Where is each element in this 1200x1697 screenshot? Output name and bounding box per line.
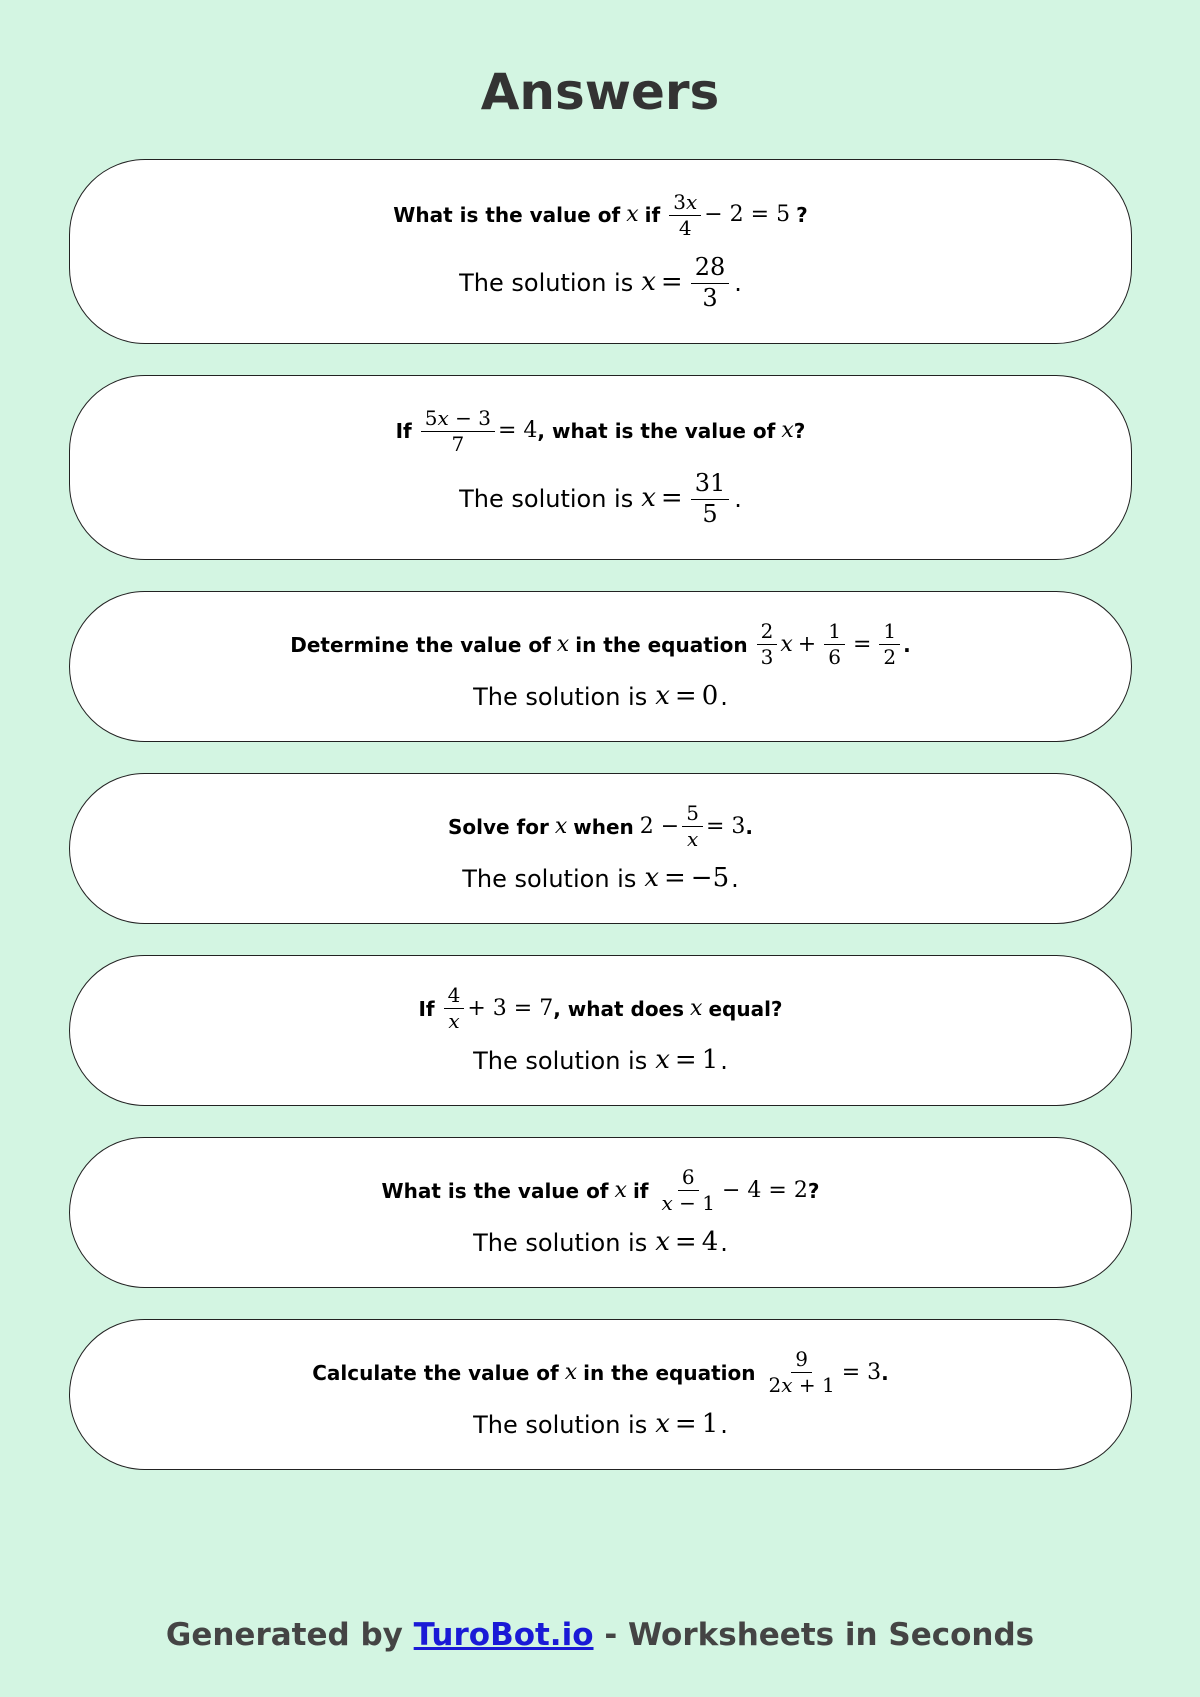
question-text-part: in the equation bbox=[583, 1360, 756, 1385]
question-text bbox=[393, 191, 807, 240]
answer-prefix: The solution is bbox=[473, 1410, 648, 1439]
denominator: 3 bbox=[760, 645, 774, 670]
fraction bbox=[421, 407, 495, 456]
denominator: x bbox=[686, 827, 699, 852]
answer-card bbox=[69, 773, 1132, 924]
denominator: x bbox=[448, 1009, 460, 1034]
math-variable: x bbox=[614, 1177, 627, 1203]
denominator: 7 bbox=[451, 431, 465, 456]
answer-card bbox=[69, 375, 1132, 560]
equation-rest: − 4 = 2 bbox=[721, 1177, 808, 1203]
question-text-part: ? bbox=[796, 203, 808, 228]
math-variable: x bbox=[690, 995, 703, 1021]
question-text-part: Determine the value of bbox=[290, 632, 551, 657]
answer-card bbox=[69, 1319, 1132, 1470]
answer-text: The solution is x = −5 . bbox=[462, 863, 739, 894]
answer-value: 1 bbox=[701, 1409, 719, 1440]
equation-rest: = 3 bbox=[705, 813, 746, 839]
fraction bbox=[691, 470, 730, 528]
answer-equation: x = 4 bbox=[655, 1227, 719, 1258]
question-text-part: in the equation bbox=[575, 632, 748, 657]
question-equation bbox=[762, 1348, 882, 1397]
fraction bbox=[757, 620, 778, 669]
answer-text: The solution is x = 1 . bbox=[473, 1409, 728, 1440]
question-text-part: if bbox=[632, 1178, 649, 1203]
math-variable: x bbox=[564, 1359, 578, 1385]
question-text-part: . bbox=[903, 632, 911, 657]
answer-prefix: The solution is bbox=[473, 682, 648, 711]
question-text-part: If bbox=[418, 996, 435, 1021]
page-title: Answers bbox=[480, 63, 720, 121]
footer-suffix: - Worksheets in Seconds bbox=[604, 1617, 1035, 1653]
equation-rest: = 3 bbox=[841, 1359, 882, 1385]
question-text-part: , what is the value of bbox=[537, 419, 776, 444]
question-text-part: What is the value of bbox=[393, 203, 621, 228]
fraction bbox=[669, 191, 701, 240]
question-text bbox=[448, 802, 753, 851]
answer-equation: x = 1 bbox=[655, 1409, 719, 1440]
answer-equation: x = −5 bbox=[644, 863, 730, 894]
numerator: 6 bbox=[678, 1166, 699, 1191]
answer-value: 1 bbox=[701, 1045, 719, 1076]
answer-value: 0 bbox=[701, 681, 719, 712]
denominator: 2x + 1 bbox=[768, 1373, 835, 1398]
answer-prefix: The solution is bbox=[473, 1228, 648, 1257]
question-equation bbox=[640, 802, 746, 851]
answer-equation: x = $\frac{31}{5}$ bbox=[641, 470, 732, 528]
numerator: 3x bbox=[669, 191, 701, 216]
answer-prefix: The solution is bbox=[459, 484, 634, 513]
equation-lead: 2 − bbox=[639, 813, 680, 839]
denominator: 2 bbox=[883, 645, 897, 670]
question-text-part: Solve for bbox=[447, 814, 549, 839]
denominator: 3 bbox=[702, 283, 718, 312]
answer-text: The solution is x = 1 . bbox=[473, 1045, 728, 1076]
question-equation bbox=[655, 1166, 808, 1215]
answer-prefix: The solution is bbox=[462, 864, 637, 893]
numerator: 4 bbox=[444, 984, 465, 1009]
question-text-part: ? bbox=[793, 419, 806, 444]
numerator: 5x − 3 bbox=[421, 407, 495, 432]
answer-equation: x = 1 bbox=[655, 1045, 719, 1076]
fraction bbox=[444, 984, 465, 1033]
numerator: 31 bbox=[691, 470, 730, 500]
question-equation bbox=[666, 191, 790, 240]
question-text-part: , what does bbox=[553, 996, 685, 1021]
fraction bbox=[824, 620, 845, 669]
turobot-link[interactable]: TuroBot.io bbox=[413, 1617, 594, 1653]
numerator: 5 bbox=[682, 802, 703, 827]
question-text bbox=[312, 1348, 889, 1397]
answer-card bbox=[69, 159, 1132, 344]
answer-value: 4 bbox=[701, 1227, 719, 1258]
question-text bbox=[418, 984, 782, 1033]
numerator: 9 bbox=[791, 1348, 812, 1373]
fraction bbox=[682, 802, 703, 851]
question-text-part: ? bbox=[807, 1178, 820, 1203]
question-text bbox=[290, 620, 910, 669]
answer-card bbox=[69, 955, 1132, 1106]
question-text bbox=[396, 407, 806, 456]
answer-text: The solution is x = 4 . bbox=[473, 1227, 728, 1258]
numerator: 2 bbox=[757, 620, 778, 645]
question-equation bbox=[441, 984, 554, 1033]
math-variable: x bbox=[556, 631, 570, 657]
numerator: 28 bbox=[691, 254, 730, 284]
denominator: 4 bbox=[678, 215, 692, 240]
question-text-part: . bbox=[881, 1360, 889, 1385]
footer bbox=[0, 1617, 1200, 1654]
answer-equation: x = 0 bbox=[655, 681, 719, 712]
numerator: 1 bbox=[879, 620, 900, 645]
question-text bbox=[382, 1166, 820, 1215]
answers-list bbox=[69, 159, 1132, 1501]
answer-prefix: The solution is bbox=[459, 268, 634, 297]
denominator: 6 bbox=[828, 645, 841, 670]
question-text-part: when bbox=[573, 814, 634, 839]
fraction bbox=[765, 1348, 839, 1397]
equation-rest: = 4 bbox=[497, 418, 538, 444]
question-text-part: What is the value of bbox=[381, 1178, 609, 1203]
question-text-part: equal? bbox=[708, 996, 783, 1021]
math-variable: x bbox=[626, 202, 639, 228]
denominator: x − 1 bbox=[661, 1191, 715, 1216]
math-variable: x bbox=[781, 418, 794, 444]
math-variable: x bbox=[554, 813, 568, 839]
question-text-part: . bbox=[745, 814, 754, 839]
answer-text: The solution is x = 0 . bbox=[473, 681, 728, 712]
fraction bbox=[879, 620, 900, 669]
question-text-part: If bbox=[395, 419, 412, 444]
answer-text: The solution is x = $\frac{31}{5}$ . bbox=[459, 468, 742, 528]
answer-card bbox=[69, 1137, 1132, 1288]
denominator: 5 bbox=[702, 499, 718, 528]
question-equation: $\frac{2}{3}$ x + $\frac{1}{6}$ = $\frac{1}{2}$ bbox=[754, 620, 904, 669]
fraction bbox=[658, 1166, 719, 1215]
numerator: 1 bbox=[824, 620, 845, 645]
answer-equation: x = $\frac{28}{3}$ bbox=[641, 254, 732, 312]
answer-value: −5 bbox=[690, 863, 730, 894]
answer-text: The solution is x = $\frac{28}{3}$ . bbox=[459, 252, 742, 312]
equation-rest: + 3 = 7 bbox=[467, 995, 554, 1021]
footer-prefix: Generated by bbox=[165, 1617, 403, 1653]
question-text-part: Calculate the value of bbox=[312, 1360, 559, 1385]
question-text-part: if bbox=[644, 203, 661, 228]
question-equation bbox=[418, 407, 538, 456]
answer-prefix: The solution is bbox=[473, 1046, 648, 1075]
fraction bbox=[691, 254, 730, 312]
answer-card bbox=[69, 591, 1132, 742]
equation-rest: − 2 = 5 bbox=[704, 202, 791, 228]
